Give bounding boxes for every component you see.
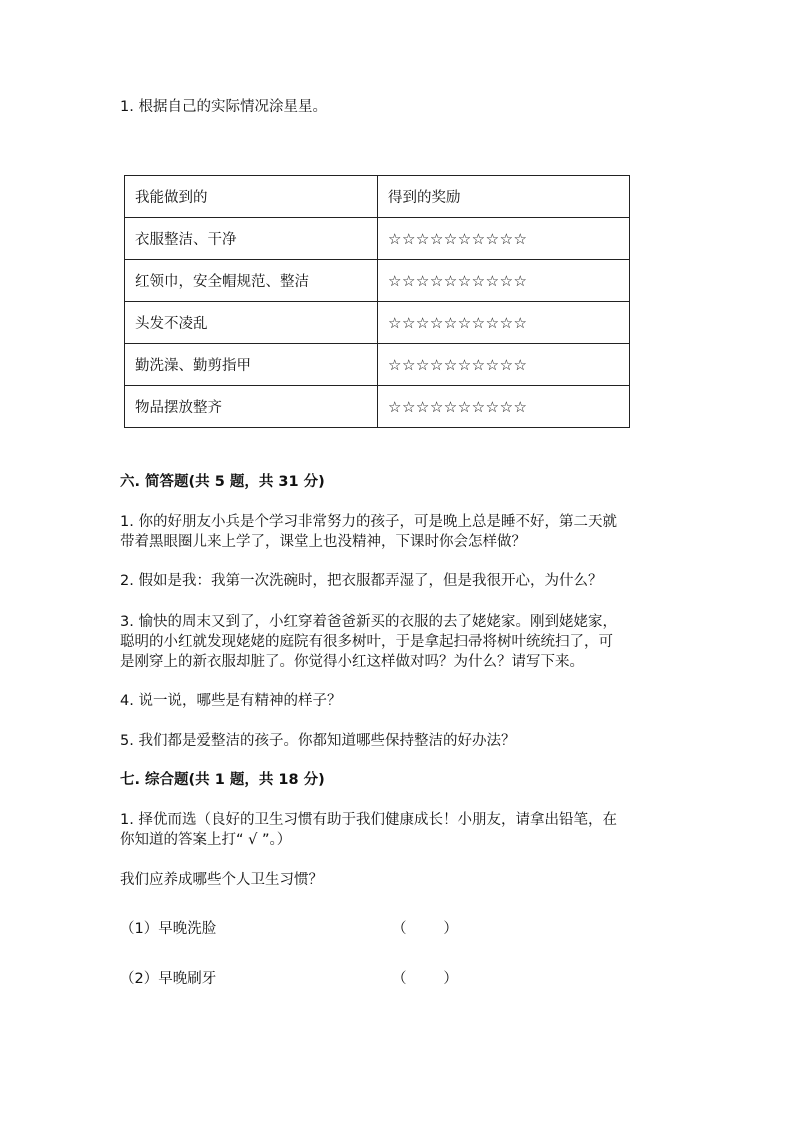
row-item: 衣服整洁、干净	[125, 218, 378, 260]
table-row	[125, 260, 630, 302]
star-rating[interactable]: ☆☆☆☆☆☆☆☆☆☆	[378, 344, 630, 386]
table-row	[125, 386, 630, 428]
option-label: （1）早晚洗脸	[120, 921, 217, 937]
row-item: 物品摆放整齐	[125, 386, 378, 428]
section-7-title: 七. 综合题(共 1 题，共 18 分)	[120, 772, 325, 788]
section-7-question-1-line-1: 1. 择优而选（良好的卫生习惯有助于我们健康成长！小朋友，请拿出铅笔，在	[120, 812, 617, 828]
header-cell-achievement: 我能做到的	[125, 176, 378, 218]
table-row	[125, 344, 630, 386]
section-6-question-3-line-2: 聪明的小红就发现姥姥的庭院有很多树叶，于是拿起扫帚将树叶统统扫了，可	[120, 634, 613, 650]
section-6-question-1-line-2: 带着黑眼圈儿来上学了，课堂上也没精神，下课时你会怎样做？	[120, 534, 526, 550]
star-rating[interactable]: ☆☆☆☆☆☆☆☆☆☆	[378, 218, 630, 260]
row-item: 头发不凌乱	[125, 302, 378, 344]
row-item: 勤洗澡、勤剪指甲	[125, 344, 378, 386]
star-rating[interactable]: ☆☆☆☆☆☆☆☆☆☆	[378, 302, 630, 344]
section-6-question-2: 2. 假如是我：我第一次洗碗时，把衣服都弄湿了，但是我很开心，为什么？	[120, 573, 603, 589]
answer-blank[interactable]: （ ）	[392, 971, 458, 987]
section-6-question-5: 5. 我们都是爱整洁的孩子。你都知道哪些保持整洁的好办法？	[120, 733, 516, 749]
table-row	[125, 302, 630, 344]
table-row	[125, 218, 630, 260]
section-6-question-4: 4. 说一说，哪些是有精神的样子？	[120, 693, 342, 709]
section-7-question-1-line-2: 你知道的答案上打“ √ ”。）	[120, 832, 292, 848]
section-6-question-3-line-3: 是刚穿上的新衣服却脏了。你觉得小红这样做对吗？为什么？请写下来。	[120, 654, 584, 670]
section-7-prompt: 我们应养成哪些个人卫生习惯？	[120, 872, 323, 888]
star-rating[interactable]: ☆☆☆☆☆☆☆☆☆☆	[378, 386, 630, 428]
header-cell-reward: 得到的奖励	[378, 176, 630, 218]
star-rating[interactable]: ☆☆☆☆☆☆☆☆☆☆	[378, 260, 630, 302]
rewards-table	[124, 175, 630, 428]
table-header-row	[125, 176, 630, 218]
section-6-question-1-line-1: 1. 你的好朋友小兵是个学习非常努力的孩子，可是晚上总是睡不好，第二天就	[120, 514, 617, 530]
answer-blank[interactable]: （ ）	[392, 921, 458, 937]
row-item: 红领巾，安全帽规范、整洁	[125, 260, 378, 302]
section-6-question-3-line-1: 3. 愉快的周末又到了，小红穿着爸爸新买的衣服的去了姥姥家。刚到姥姥家，	[120, 614, 617, 630]
option-label: （2）早晚刷牙	[120, 971, 217, 987]
question-1-instruction: 1. 根据自己的实际情况涂星星。	[120, 99, 327, 115]
section-6-title: 六. 简答题(共 5 题，共 31 分)	[120, 474, 325, 490]
